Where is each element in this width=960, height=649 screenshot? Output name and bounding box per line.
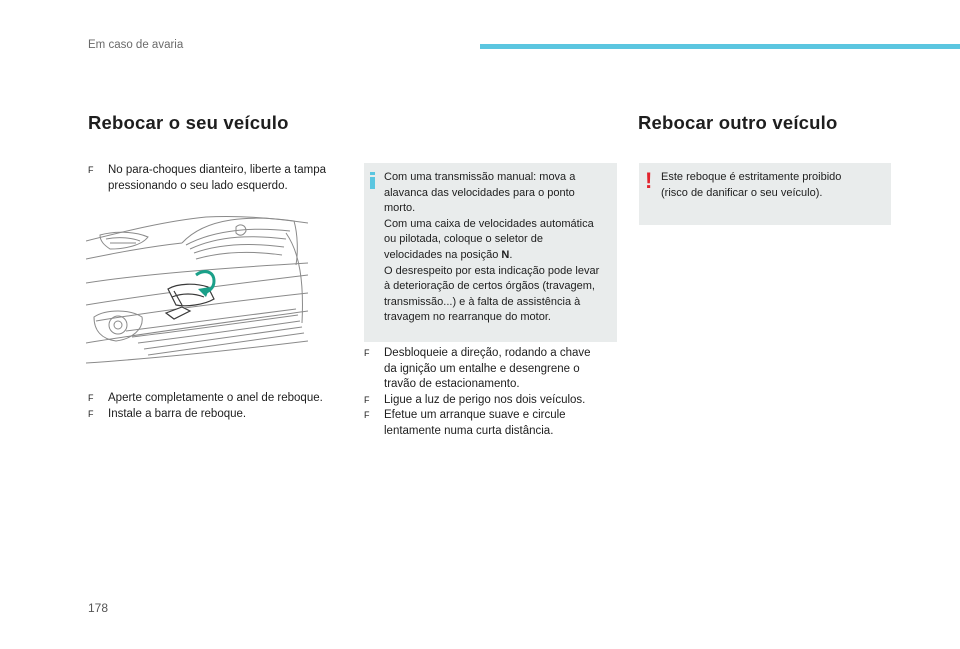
- note-text: morto.: [384, 202, 416, 215]
- list-item: [364, 408, 619, 439]
- note-text: (risco de danificar o seu veículo).: [661, 186, 823, 199]
- step-text: Ligue a luz de perigo nos dois veículos.: [384, 393, 586, 406]
- step-text: No para-choques dianteiro, liberte a tampa: [108, 164, 326, 176]
- bullet-icon: F: [88, 393, 94, 403]
- bullet-icon: F: [88, 408, 94, 419]
- bullet-icon: F: [364, 348, 370, 358]
- info-note: [364, 163, 617, 342]
- step-text: Desbloqueie a direção, rodando a chave: [384, 347, 591, 359]
- step-text: travão de estacionamento.: [384, 378, 520, 391]
- note-text: ou pilotada, coloque o seletor de: [384, 233, 544, 246]
- header-accent-bar: [480, 44, 960, 49]
- heading-tow-your-vehicle: Rebocar o seu veículo: [88, 112, 289, 133]
- note-text: .: [509, 248, 513, 261]
- note-text: travagem no rearranque do motor.: [384, 311, 551, 324]
- list-item: [364, 346, 619, 393]
- list-item: [88, 391, 353, 407]
- step-text: lentamente numa curta distância.: [384, 424, 554, 437]
- gear-position-label: N: [501, 248, 510, 261]
- warning-icon: !: [645, 168, 653, 193]
- step-text: pressionando o seu lado esquerdo.: [108, 179, 288, 192]
- page-number: 178: [88, 601, 109, 615]
- heading-tow-another-vehicle: Rebocar outro veículo: [638, 112, 838, 133]
- note-text-with-position: [384, 248, 609, 264]
- list-item: [364, 393, 619, 409]
- step-text: Aperte completamente o anel de reboque.: [108, 392, 323, 404]
- bullet-icon: F: [364, 410, 370, 421]
- note-text: Este reboque é estritamente proibido: [661, 171, 842, 183]
- list-item: [88, 163, 353, 194]
- list-item: [88, 407, 353, 423]
- bumper-towing-eye-illustration: [86, 213, 308, 371]
- step-text: Efetue um arranque suave e circule: [384, 409, 566, 422]
- left-steps-top: [88, 163, 353, 194]
- bullet-icon: F: [88, 165, 94, 175]
- note-text: à deterioração de certos órgãos (travagem,: [384, 280, 595, 293]
- step-text: da ignição um entalhe e desengrene o: [384, 362, 580, 375]
- middle-steps: [364, 346, 619, 440]
- note-text: transmissão...) e à falta de assistência à: [384, 295, 581, 308]
- info-icon: [370, 172, 375, 189]
- note-text: velocidades na posição: [384, 248, 502, 261]
- bullet-icon: F: [364, 394, 370, 405]
- step-text: Instale a barra de reboque.: [108, 407, 247, 420]
- section-title: Em caso de avaria: [88, 39, 184, 51]
- note-text: Com uma caixa de velocidades automática: [384, 217, 594, 230]
- warning-note: [639, 163, 891, 225]
- note-text: Com uma transmissão manual: mova a: [384, 171, 576, 183]
- note-text: O desrespeito por esta indicação pode levar: [384, 264, 600, 277]
- left-steps-bottom: [88, 391, 353, 422]
- note-text: alavanca das velocidades para o ponto: [384, 186, 575, 199]
